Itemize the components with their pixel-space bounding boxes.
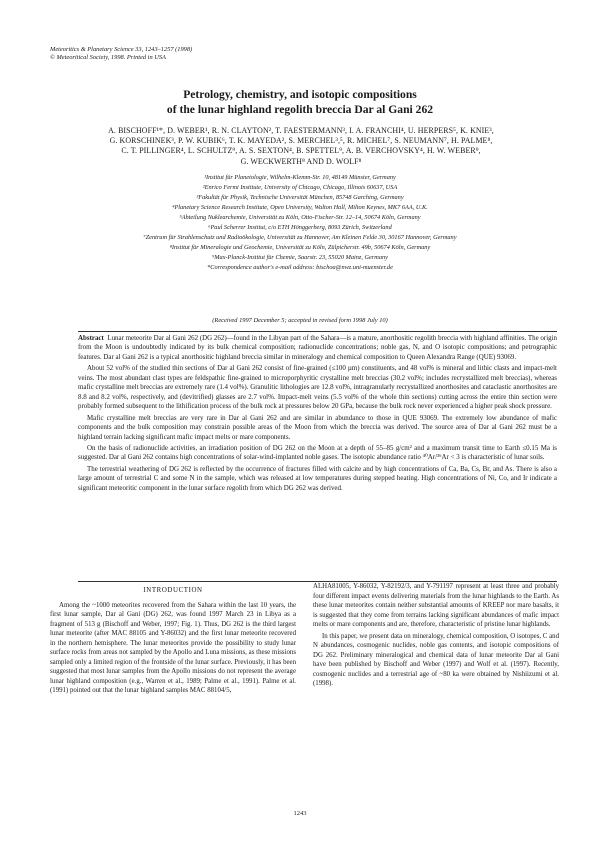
title-line-1: Petrology, chemistry, and isotopic compositions bbox=[183, 88, 417, 101]
abstract-text: Lunar meteorite Dar al Gani 262 (DG 262)—found in the Libyan part of the Sahara—is a mature, anorthositic regolith breccia with highland affinities. The origin from the Moon is undoubtedly indicated by its bulk chemical composition; radionuclide concentrations; noble gas, N, and O isotopic compositions; and petrographic features. Dar al Gani 262 is a typical anorthositic highland breccia similar in mineralogy and chemical composition to Queen Alexandra Range (QUE) 93069. bbox=[78, 334, 557, 361]
received-dates: (Received 1997 December 5; accepted in revised form 1998 July 10) bbox=[212, 317, 388, 324]
affiliation-8: ⁸Institut für Mineralogie und Geochemie, Universität zu Köln, Zülpicherstr. 49b, 50674 Köln, Germany bbox=[169, 244, 431, 252]
affiliation-9: ⁹Max-Planck-Institut für Chemie, Saarstr. 23, 55020 Mainz, Germany bbox=[212, 254, 388, 262]
affiliation-list bbox=[50, 173, 550, 273]
correspondence-email: *Correspondence author's e-mail address: bischoa@nwz.uni-muenster.de bbox=[207, 264, 393, 272]
body-paragraph: Among the ~1000 meteorites recovered from the Sahara within the last 10 years, the first lunar sample, Dar al Gani (DG) 262, was found 1997 March 23 in Libya as a fragment of 513 g (Bischoff and Weber, 1997; Fig. 1). Thus, DG 262 is the third largest lunar meteorite (after MAC 88105 and Y-86032) and the first lunar meteorite recovered in the northern hemisphere. The lunar meteorites provide the possibility to study lunar surface rocks from areas not sampled by the Apollo and Luna missions, as these missions sampled only a limited region of the frontside of the lunar surface. Previously, it has been suggested that most lunar samples from the Apollo missions do not represent the average lunar highland composition (e.g., Warren et al., 1989; Palme et al., 1991). Palme et al. (1991) pointed out that the lunar highland samples MAC 88104/5, bbox=[50, 601, 296, 694]
affiliation-3: ³Fakultät für Physik, Technische Universität München, 85748 Garching, Germany bbox=[196, 194, 404, 202]
affiliation-1: ¹Institut für Planetologie, Wilhelm-Klemm-Str. 10, 48149 Münster, Germany bbox=[204, 174, 396, 181]
abstract-block bbox=[78, 334, 557, 580]
affiliation-5: ⁵Abteilung Nuklearchemie, Universität zu Köln, Otto-Fischer-Str. 12–14, 50674 Köln, Germany bbox=[179, 214, 421, 222]
abstract-paragraph: About 52 vol% of the studied thin sections of Dar al Gani 262 consist of fine-grained (≤100 µm) constituents, and 48 vol% is mineral and lithic clasts and impact-melt veins. The most abundant clast types are feldspathic fine-grained to microporphyritic crystalline melt breccias (30.2 vol%; includes recrystallized melt breccias), whereas mafic crystalline melt breccias are extremely rare (1.4 vol%). Granulitic lithologies are 12.8 vol%, intragranularly recrystallized anorthosites and cataclastic anorthosites are 8.8 and 8.2 vol%, respectively, and (devitrified) glasses are 2.7 vol%. Impact-melt veins (5.5 vol% of the whole thin sections) cutting across the entire thin section were probably formed subsequent to the lithification process of the bulk rock at pressures below 20 GPa, because the bulk rock never experienced a higher peak shock pressure. bbox=[78, 364, 557, 411]
author-line-2: G. KORSCHINEK³, P. W. KUBIK⁶, T. K. MAYEDA², S. MERCHEL³,⁵, R. MICHEL⁷, S. NEUMANN⁷, H. PALME⁸, bbox=[109, 136, 493, 146]
abstract-top-rule bbox=[78, 331, 557, 332]
affiliation-4: ⁴Planetary Science Research Institute, Open University, Walton Hall, Milton Keynes, MK7 6AA, U.K. bbox=[172, 204, 428, 212]
page-number: 1243 bbox=[293, 810, 307, 817]
abstract-paragraph: Mafic crystalline melt breccias are very rare in Dar al Gani 262 and are similar in abundance to those in QUE 93069. The extremely low abundance of mafic components and the bulk composition may constrain possible areas of the Moon from which the breccia was derived. The source area of Dar al Gani 262 must be a highland terrain lacking significant mafic impact melts or mare components. bbox=[78, 413, 557, 441]
copyright-line: © Meteoritical Society, 1998. Printed in USA bbox=[50, 54, 166, 62]
author-list bbox=[64, 126, 538, 167]
journal-citation: Meteoritics & Planetary Science 33, 1243–1257 (1998) bbox=[50, 46, 193, 53]
abstract-paragraph: The terrestrial weathering of DG 262 is reflected by the occurrence of fractures filled with calcite and by high concentrations of Ca, Ba, Cs, Br, and As. There is also a large amount of terrestrial C and some N in the sample, which was released at low temperatures during stepped heating. High concentrations of Ni, Co, and Ir indicate a significant meteoritic component in the lunar surface regolith from which DG 262 was derived. bbox=[78, 464, 557, 492]
affiliation-7: ⁷Zentrum für Strahlenschutz und Radioökologie, Universität zu Hannover, Am Kleinen Felde 30, 30167 Hannover, Germany bbox=[143, 234, 457, 242]
abstract-paragraph: On the basis of radionuclide activities, an irradiation position of DG 262 on the Moon at a depth of 55–85 g/cm² and a maximum transit time to Earth ≤0.15 Ma is suggested. Dar al Gani 262 contains high concentrations of solar-wind-implanted noble gases. The isotopic abundance ratio ⁴⁰Ar/³⁶Ar < 3 is characteristic of lunar soils. bbox=[78, 443, 557, 462]
author-line-3: C. T. PILLINGER⁴, L. SCHULTZ⁹, A. S. SEXTON⁴, B. SPETTEL⁹, A. B. VERCHOVSKY⁴, H. W. WEBER⁹, bbox=[121, 146, 481, 156]
section-heading: INTRODUCTION bbox=[143, 587, 203, 594]
author-line-4: G. WECKWERTH⁸ AND D. WOLF⁸ bbox=[240, 156, 362, 166]
right-column bbox=[313, 582, 559, 774]
left-column bbox=[50, 586, 296, 778]
author-line-1: A. BISCHOFF¹*, D. WEBER¹, R. N. CLAYTON², T. FAESTERMANN³, I. A. FRANCHI⁴, U. HERPERS⁵, K. KNIE³, bbox=[108, 126, 494, 135]
affiliation-6: ⁶Paul Scherrer Institut, c/o ETH Hönggerberg, 8093 Zürich, Switzerland bbox=[208, 224, 392, 232]
body-paragraph: ALHA81005, Y-86032, Y-82192/3, and Y-791197 represent at least three and probably four different impact events delivering materials from the lunar highlands to the Earth. As these lunar meteorites contain neither substantial amounts of KREEP nor mare basalts, it is suggested that they come from terrains lacking significant abundances of mafic impact melts or mare components and are, therefore, characteristic of pristine lunar highlands. bbox=[313, 583, 559, 628]
affiliation-2: ²Enrico Fermi Institute, University of Chicago, Chicago, Illinois 60637, USA bbox=[202, 184, 398, 192]
journal-header bbox=[50, 46, 192, 63]
body-paragraph: In this paper, we present data on mineralogy, chemical composition, O isotopes, C and N abundances, cosmogenic nuclides, noble gas contents, and isotopic compositions of DG 262. Preliminary mineralogical and chemical data of lunar meteorite Dar al Gani have been published by Bischoff and Weber (1997) and Wolf et al. (1997). Recently, cosmogenic nuclides and a terrestrial age of ~80 ka were obtained by Nishiizumi et al. (1998). bbox=[313, 632, 559, 687]
title-line-2: of the lunar highland regolith breccia Dar al Gani 262 bbox=[166, 102, 434, 116]
paper-title bbox=[0, 88, 600, 117]
abstract-label: Abstract bbox=[78, 334, 104, 342]
abstract-paragraph bbox=[78, 334, 557, 362]
